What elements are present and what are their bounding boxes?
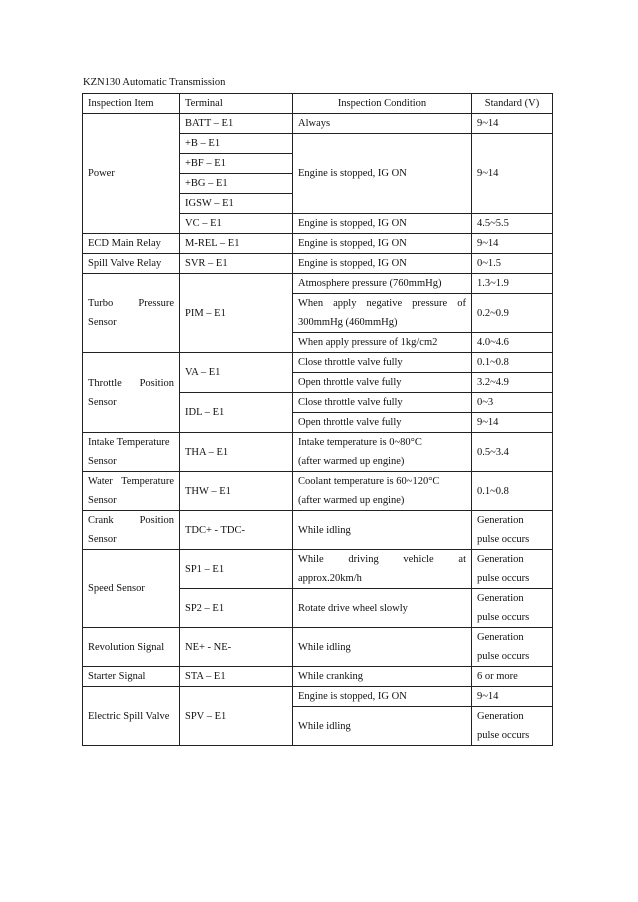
speed-sp1-condition [293,550,472,589]
header-terminal: Terminal [180,94,293,114]
throttle-idl-terminal: IDL – E1 [180,393,293,433]
table-row [83,687,553,707]
turbo-pressure-cond2-line1: When apply negative pressure of [298,298,466,309]
turbo-pressure-item-line1: Turbo Pressure [88,298,174,309]
speed-sp2-terminal: SP2 – E1 [180,589,293,628]
table-row [83,550,553,589]
water-temperature-cond-line2: (after warmed up engine) [298,495,405,506]
turbo-pressure-std2: 0.2~0.9 [472,294,553,333]
speed-sp2-standard [472,589,553,628]
table-row [83,628,553,667]
table-row [83,254,553,274]
turbo-pressure-cond2 [293,294,472,333]
turbo-pressure-item [83,274,180,353]
intake-temperature-condition [293,433,472,472]
ecd-main-relay-condition: Engine is stopped, IG ON [293,234,472,254]
table-row [83,353,553,373]
throttle-va-std2: 3.2~4.9 [472,373,553,393]
ecd-main-relay-item: ECD Main Relay [83,234,180,254]
water-temperature-item-line2: Sensor [88,495,117,506]
power-batt-condition: Always [293,114,472,134]
crank-position-terminal: TDC+ - TDC- [180,511,293,550]
power-group-standard: 9~14 [472,134,553,214]
power-vc-terminal: VC – E1 [180,214,293,234]
power-b-terminal: +B – E1 [180,134,293,154]
intake-temperature-cond-line2: (after warmed up engine) [298,456,405,467]
electric-spill-valve-cond1: Engine is stopped, IG ON [293,687,472,707]
throttle-va-cond1: Close throttle valve fully [293,353,472,373]
power-igsw-terminal: IGSW – E1 [180,194,293,214]
speed-sensor-item: Speed Sensor [83,550,180,628]
electric-spill-valve-item: Electric Spill Valve [83,687,180,746]
power-group-condition: Engine is stopped, IG ON [293,134,472,214]
electric-spill-valve-std2 [472,707,553,746]
spill-valve-relay-terminal: SVR – E1 [180,254,293,274]
crank-position-item-line1: Crank Position [88,515,174,526]
water-temperature-item [83,472,180,511]
power-bg-terminal: +BG – E1 [180,174,293,194]
starter-signal-standard: 6 or more [472,667,553,687]
speed-sp1-cond-line2: approx.20km/h [298,573,362,584]
inspection-table [82,93,553,746]
throttle-va-std1: 0.1~0.8 [472,353,553,373]
intake-temperature-item [83,433,180,472]
throttle-position-item [83,353,180,433]
water-temperature-terminal: THW – E1 [180,472,293,511]
ecd-main-relay-standard: 9~14 [472,234,553,254]
speed-sp1-std-line2: pulse occurs [477,573,530,584]
revolution-signal-std-line2: pulse occurs [477,651,530,662]
throttle-idl-std1: 0~3 [472,393,553,413]
electric-spill-valve-std2-line2: pulse occurs [477,730,530,741]
speed-sp1-standard [472,550,553,589]
electric-spill-valve-std2-line1: Generation [477,711,524,722]
intake-temperature-cond-line1: Intake temperature is 0~80°C [298,437,422,448]
electric-spill-valve-cond2: While idling [293,707,472,746]
power-batt-standard: 9~14 [472,114,553,134]
spill-valve-relay-standard: 0~1.5 [472,254,553,274]
ecd-main-relay-terminal: M-REL – E1 [180,234,293,254]
power-item: Power [83,114,180,234]
revolution-signal-terminal: NE+ - NE- [180,628,293,667]
crank-position-condition: While idling [293,511,472,550]
intake-temperature-terminal: THA – E1 [180,433,293,472]
water-temperature-item-line1: Water Temperature [88,476,174,487]
electric-spill-valve-std1: 9~14 [472,687,553,707]
starter-signal-condition: While cranking [293,667,472,687]
power-vc-standard: 4.5~5.5 [472,214,553,234]
electric-spill-valve-terminal: SPV – E1 [180,687,293,746]
table-row [83,114,553,134]
speed-sp2-condition: Rotate drive wheel slowly [293,589,472,628]
power-vc-condition: Engine is stopped, IG ON [293,214,472,234]
spill-valve-relay-condition: Engine is stopped, IG ON [293,254,472,274]
crank-position-standard [472,511,553,550]
throttle-position-item-line2: Sensor [88,396,117,408]
table-row [83,667,553,687]
crank-position-std-line1: Generation [477,515,524,526]
intake-temperature-item-line2: Sensor [88,456,117,467]
power-batt-terminal: BATT – E1 [180,114,293,134]
table-row [83,433,553,472]
turbo-pressure-item-line2: Sensor [88,317,117,328]
throttle-idl-cond1: Close throttle valve fully [293,393,472,413]
revolution-signal-condition: While idling [293,628,472,667]
turbo-pressure-cond2-line2: 300mmHg (460mmHg) [298,317,398,328]
speed-sp1-terminal: SP1 – E1 [180,550,293,589]
speed-sp1-cond-line1: While driving vehicle at [298,554,466,565]
table-row [83,234,553,254]
document-title: KZN130 Automatic Transmission [83,77,226,88]
crank-position-item-line2: Sensor [88,534,117,545]
throttle-position-item-line1: Throttle Position [88,377,174,389]
revolution-signal-standard [472,628,553,667]
revolution-signal-item: Revolution Signal [83,628,180,667]
turbo-pressure-std3: 4.0~4.6 [472,333,553,353]
turbo-pressure-cond1: Atmosphere pressure (760mmHg) [293,274,472,294]
header-inspection-item: Inspection Item [83,94,180,114]
speed-sp2-std-line2: pulse occurs [477,612,530,623]
intake-temperature-standard: 0.5~3.4 [472,433,553,472]
throttle-va-cond2: Open throttle valve fully [293,373,472,393]
spill-valve-relay-item: Spill Valve Relay [83,254,180,274]
starter-signal-terminal: STA – E1 [180,667,293,687]
table-row [83,274,553,294]
intake-temperature-item-line1: Intake Temperature [88,437,170,448]
table-row [83,472,553,511]
power-bf-terminal: +BF – E1 [180,154,293,174]
speed-sp2-std-line1: Generation [477,593,524,604]
crank-position-item [83,511,180,550]
water-temperature-condition [293,472,472,511]
table-row [83,511,553,550]
starter-signal-item: Starter Signal [83,667,180,687]
throttle-va-terminal: VA – E1 [180,353,293,393]
water-temperature-standard: 0.1~0.8 [472,472,553,511]
speed-sp1-std-line1: Generation [477,554,524,565]
header-row [83,94,553,114]
header-inspection-condition: Inspection Condition [293,94,472,114]
turbo-pressure-std1: 1.3~1.9 [472,274,553,294]
throttle-idl-std2: 9~14 [472,413,553,433]
water-temperature-cond-line1: Coolant temperature is 60~120°C [298,476,440,487]
throttle-idl-cond2: Open throttle valve fully [293,413,472,433]
turbo-pressure-terminal: PIM – E1 [180,274,293,353]
crank-position-std-line2: pulse occurs [477,534,530,545]
header-standard: Standard (V) [472,94,553,114]
revolution-signal-std-line1: Generation [477,632,524,643]
turbo-pressure-cond3: When apply pressure of 1kg/cm2 [293,333,472,353]
